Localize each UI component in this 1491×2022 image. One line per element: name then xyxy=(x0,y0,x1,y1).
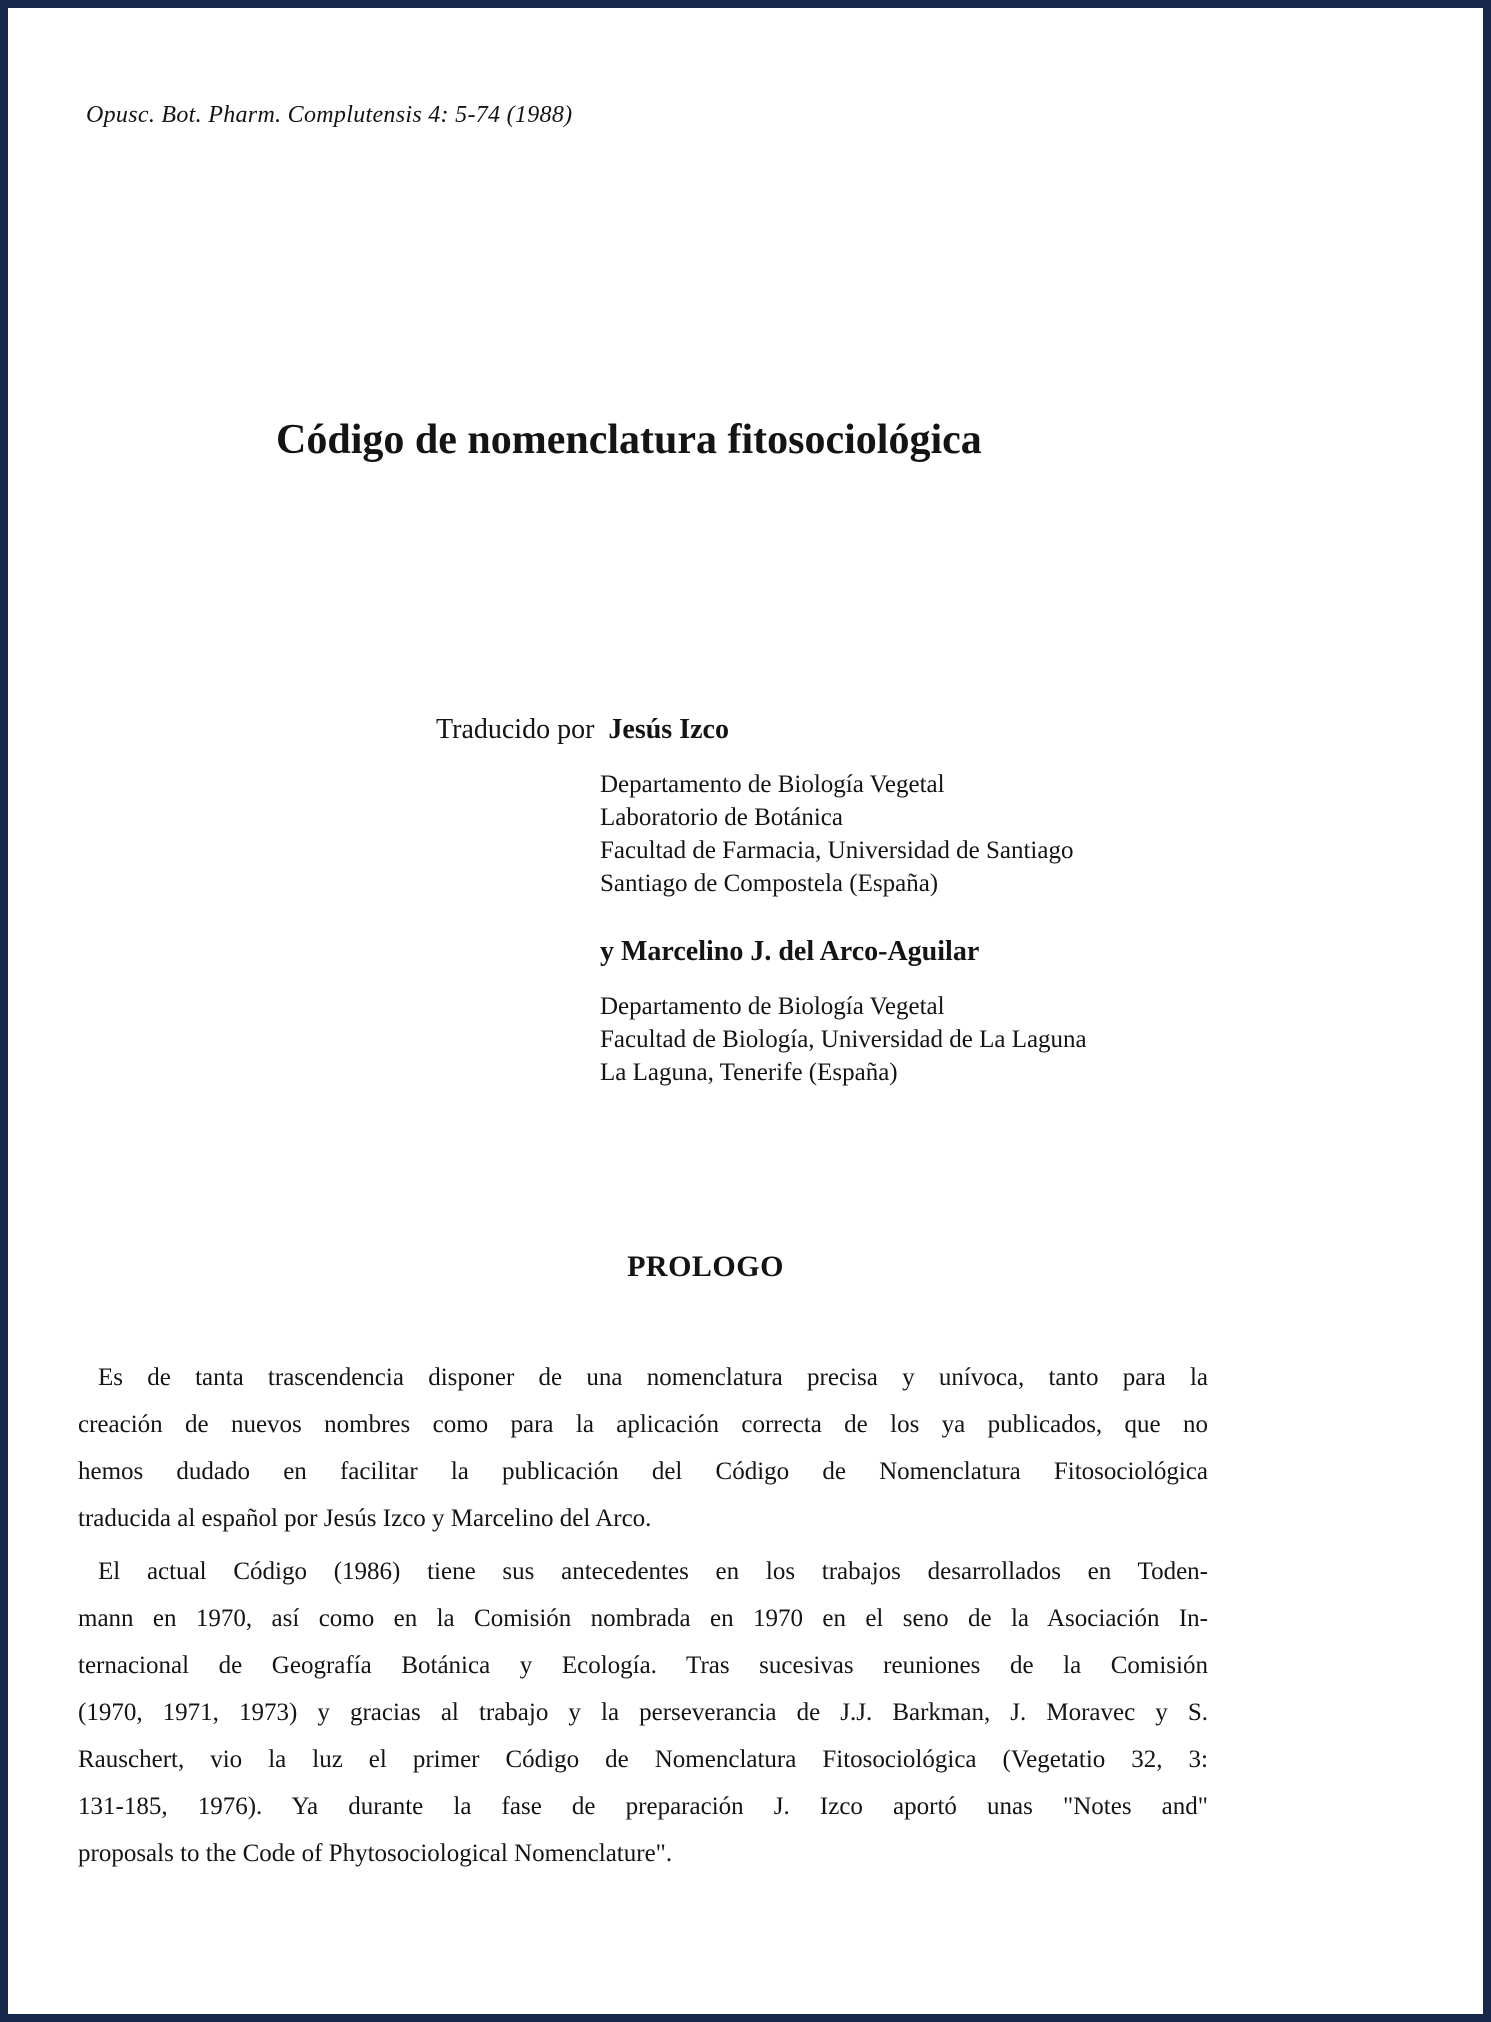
journal-citation: Opusc. Bot. Pharm. Complutensis 4: 5-74 (1988) xyxy=(86,102,573,128)
paragraph-line: hemos dudado en facilitar la publicación del Código de Nomenclatura Fitosociológica xyxy=(78,1458,1208,1485)
paragraph-line: mann en 1970, así como en la Comisión nombrada en 1970 en el seno de la Asociación In- xyxy=(78,1605,1208,1632)
affiliation-line: Facultad de Biología, Universidad de La Laguna xyxy=(600,1026,1087,1053)
paragraph-line: creación de nuevos nombres como para la aplicación correcta de los ya publicados, que no xyxy=(78,1411,1208,1438)
affiliation-line: Departamento de Biología Vegetal xyxy=(600,771,945,798)
paragraph-line: (1970, 1971, 1973) y gracias al trabajo y la perseverancia de J.J. Barkman, J. Moravec y S. xyxy=(78,1699,1208,1726)
affiliation-line: La Laguna, Tenerife (España) xyxy=(600,1059,898,1086)
translated-by-label: Traducido por xyxy=(436,714,595,745)
paragraph-line: traducida al español por Jesús Izco y Marcelino del Arco. xyxy=(78,1505,652,1532)
second-translator-name: y Marcelino J. del Arco-Aguilar xyxy=(600,936,980,967)
second-translator-affiliation xyxy=(600,990,1087,1089)
paragraph-line: Es de tanta trascendencia disponer de una nomenclatura precisa y unívoca, tanto para la xyxy=(98,1364,1208,1391)
first-translator-name: Jesús Izco xyxy=(608,714,729,745)
paragraph-line: ternacional de Geografía Botánica y Ecología. Tras sucesivas reuniones de la Comisión xyxy=(78,1652,1208,1679)
affiliation-line: Santiago de Compostela (España) xyxy=(600,870,939,897)
prologue-heading: PROLOGO xyxy=(627,1250,784,1283)
paragraph-line: Rauschert, vio la luz el primer Código de Nomenclatura Fitosociológica (Vegetatio 32, 3: xyxy=(78,1746,1208,1773)
paragraph-line: El actual Código (1986) tiene sus antecedentes en los trabajos desarrollados en Toden- xyxy=(98,1558,1208,1585)
prologue-paragraph-2 xyxy=(78,1548,1208,1877)
prologue-paragraph-1 xyxy=(78,1354,1208,1542)
paragraph-line: 131-185, 1976). Ya durante la fase de preparación J. Izco aportó unas "Notes and" xyxy=(78,1793,1208,1820)
translated-by-line xyxy=(436,714,729,746)
affiliation-line: Departamento de Biología Vegetal xyxy=(600,993,945,1020)
affiliation-line: Facultad de Farmacia, Universidad de Santiago xyxy=(600,837,1074,864)
paragraph-line: proposals to the Code of Phytosociological Nomenclature". xyxy=(78,1840,673,1867)
document-title: Código de nomenclatura fitosociológica xyxy=(276,417,982,463)
first-translator-affiliation xyxy=(600,768,1073,900)
affiliation-line: Laboratorio de Botánica xyxy=(600,804,843,831)
